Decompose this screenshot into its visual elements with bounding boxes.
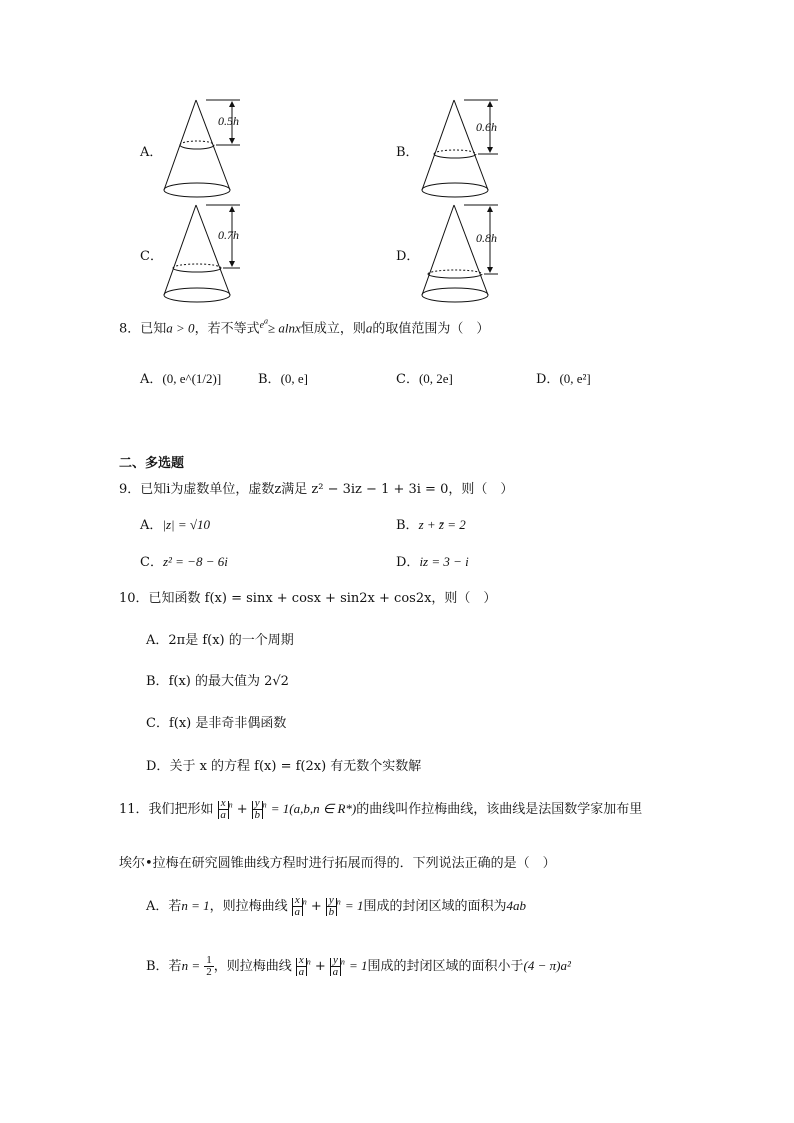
q11-option-b-eq: = 1 bbox=[348, 958, 368, 973]
q10-option-c bbox=[146, 712, 286, 731]
q8-ineq-fraction: ea bbox=[259, 317, 269, 332]
q9-option-c-text: z² = −8 − 6i bbox=[162, 554, 228, 569]
q7-cone-a-figure bbox=[160, 95, 260, 200]
q8-stem-condition: a > 0 bbox=[166, 320, 195, 336]
q11-option-a-cond: n = 1 bbox=[181, 898, 210, 913]
q9-option-d-label: D． bbox=[396, 555, 420, 570]
q8-stem-mid: ，若不等式 bbox=[194, 321, 260, 337]
q11-stem-suffix: 的曲线叫作拉梅曲线，该曲线是法国数学家加布里 bbox=[356, 802, 643, 817]
q7-cone-c-figure bbox=[160, 200, 260, 305]
q11-option-a: A．若n = 1，则拉梅曲线 $\frac{x}{a}$ $^n$ + $\frac{y}{b}$ $^n$ = 1围成的封闭区域的面积为4ab bbox=[146, 894, 526, 918]
q10-option-b-label: B． bbox=[146, 674, 169, 689]
q8-stem-suffix: 恒成立，则 bbox=[300, 321, 366, 337]
q8-option-c-label: C． bbox=[396, 372, 419, 387]
q11-option-a-val: 4ab bbox=[506, 898, 526, 913]
q8-stem-prefix: 8．已知 bbox=[119, 321, 167, 337]
q9-stem: 9．已知i为虚数单位，虚数z满足 z² − 3iz − 1 + 3i = 0，则（ ） bbox=[119, 482, 514, 497]
section-title: 二、多选题 bbox=[119, 456, 185, 471]
q11-formula-tail: = 1(a,b,n ∈ R*) bbox=[270, 801, 357, 816]
q8-stem bbox=[119, 317, 489, 336]
q11-option-b-mid: ，则拉梅曲线 bbox=[213, 959, 292, 974]
q11-stem-line2: 埃尔•拉梅在研究圆锥曲线方程时进行拓展而得的．下列说法正确的是（ ） bbox=[119, 856, 556, 871]
q11-option-b-cond: n = bbox=[181, 958, 201, 973]
q9-option-a bbox=[140, 514, 210, 533]
q11-option-a-frac-x: $\frac{x}{a}$ bbox=[294, 894, 301, 918]
q11-frac-x-a: $\frac{x}{a}$ bbox=[220, 797, 226, 821]
q11-option-b-val: (4 − π)a² bbox=[523, 958, 571, 973]
q11-option-b-half: $\frac{1}{2}$ bbox=[206, 954, 212, 978]
q7-option-b-ratio: 0.6h bbox=[476, 120, 497, 134]
q10-option-a bbox=[146, 629, 294, 648]
q10-option-d-label: D． bbox=[146, 759, 170, 774]
q9-option-b bbox=[396, 514, 466, 533]
q7-option-c-ratio: 0.7h bbox=[218, 228, 239, 242]
q8-option-b bbox=[258, 368, 308, 387]
q10-option-c-label: C． bbox=[146, 716, 169, 731]
q7-option-d-ratio: 0.8h bbox=[476, 231, 497, 245]
q7-option-b-label: B． bbox=[396, 145, 419, 160]
q11-option-a-frac-y: $\frac{y}{b}$ bbox=[328, 894, 335, 918]
q11-stem-line1: 11．我们把形如 $\frac{x}{a}$ $^n$ + $\frac{y}{b}$ $^n$ = 1(a,b,n ∈ R*)的曲线叫作拉梅曲线，该曲线是法国数学家加布里 bbox=[119, 797, 643, 821]
q7-option-a-ratio: 0.5h bbox=[218, 114, 239, 128]
q11-frac-y-b: $\frac{y}{b}$ bbox=[254, 797, 260, 821]
q11-option-a-mid: ，则拉梅曲线 bbox=[209, 899, 288, 914]
q10-option-b bbox=[146, 670, 289, 689]
q8-option-c bbox=[396, 368, 453, 387]
q10-option-c-text: f(x) 是非奇非偶函数 bbox=[168, 716, 287, 731]
q9-option-c-label: C． bbox=[140, 555, 163, 570]
q8-stem-var: a bbox=[365, 320, 373, 336]
q11-option-b-pre: B．若 bbox=[146, 959, 182, 974]
q9-option-b-label: B． bbox=[396, 518, 419, 533]
q9-option-a-text: |z| = √10 bbox=[162, 517, 211, 532]
q10-option-b-text: f(x) 的最大值为 2√2 bbox=[168, 674, 289, 689]
q8-option-b-text: (0, e] bbox=[280, 371, 308, 386]
q8-option-d-label: D． bbox=[536, 372, 560, 387]
q8-option-a-label: A． bbox=[140, 372, 163, 387]
q8-stem-ineq: ≥ alnx bbox=[268, 320, 301, 336]
q9-option-d bbox=[396, 551, 469, 570]
q11-option-a-eq: = 1 bbox=[344, 898, 364, 913]
q11-option-b-frac-y: $\frac{y}{a}$ bbox=[332, 954, 339, 978]
q7-option-c-label: C． bbox=[140, 249, 163, 264]
q9-option-c bbox=[140, 551, 228, 570]
q8-option-d bbox=[536, 368, 591, 387]
q9-option-a-label: A． bbox=[140, 518, 163, 533]
q7-cone-b-figure bbox=[418, 95, 518, 200]
q8-option-a-text: (0, e^(1/2)] bbox=[162, 371, 222, 386]
q8-option-b-label: B． bbox=[258, 372, 281, 387]
q10-option-a-label: A． bbox=[146, 633, 169, 648]
q11-stem-prefix: 11．我们把形如 bbox=[119, 802, 214, 817]
q8-option-d-text: (0, e²] bbox=[559, 371, 591, 386]
q10-stem: 10．已知函数 f(x) = sinx + cosx + sin2x + cos2x，则（ ） bbox=[119, 591, 497, 606]
q11-option-a-end: 围成的封闭区域的面积为 bbox=[363, 899, 507, 914]
q11-option-b-end: 围成的封闭区域的面积小于 bbox=[367, 959, 524, 974]
q7-cone-d-figure bbox=[418, 200, 518, 305]
q7-option-d-label: D． bbox=[396, 249, 420, 264]
q9-option-b-text: z + z̄ = 2 bbox=[418, 517, 466, 532]
q10-option-d-text: 关于 x 的方程 f(x) = f(2x) 有无数个实数解 bbox=[169, 759, 422, 774]
q8-stem-end: 的取值范围为（ ） bbox=[372, 321, 490, 337]
q11-option-a-pre: A．若 bbox=[146, 899, 182, 914]
q9-option-d-text: iz = 3 − i bbox=[419, 554, 469, 569]
q7-option-a-label: A． bbox=[140, 145, 163, 160]
q11-option-b-frac-x: $\frac{x}{a}$ bbox=[298, 954, 305, 978]
q10-option-d bbox=[146, 755, 421, 774]
q11-option-b: B．若n = $\frac{1}{2}$ ，则拉梅曲线 $\frac{x}{a}$ $^n$ + $\frac{y}{a}$ $^n$ = 1围成的封闭区域的面积小于(4 − π)a² bbox=[146, 954, 571, 978]
q10-option-a-text: 2π是 f(x) 的一个周期 bbox=[168, 633, 294, 648]
q8-option-a bbox=[140, 368, 221, 387]
q8-option-c-text: (0, 2e] bbox=[418, 371, 453, 386]
